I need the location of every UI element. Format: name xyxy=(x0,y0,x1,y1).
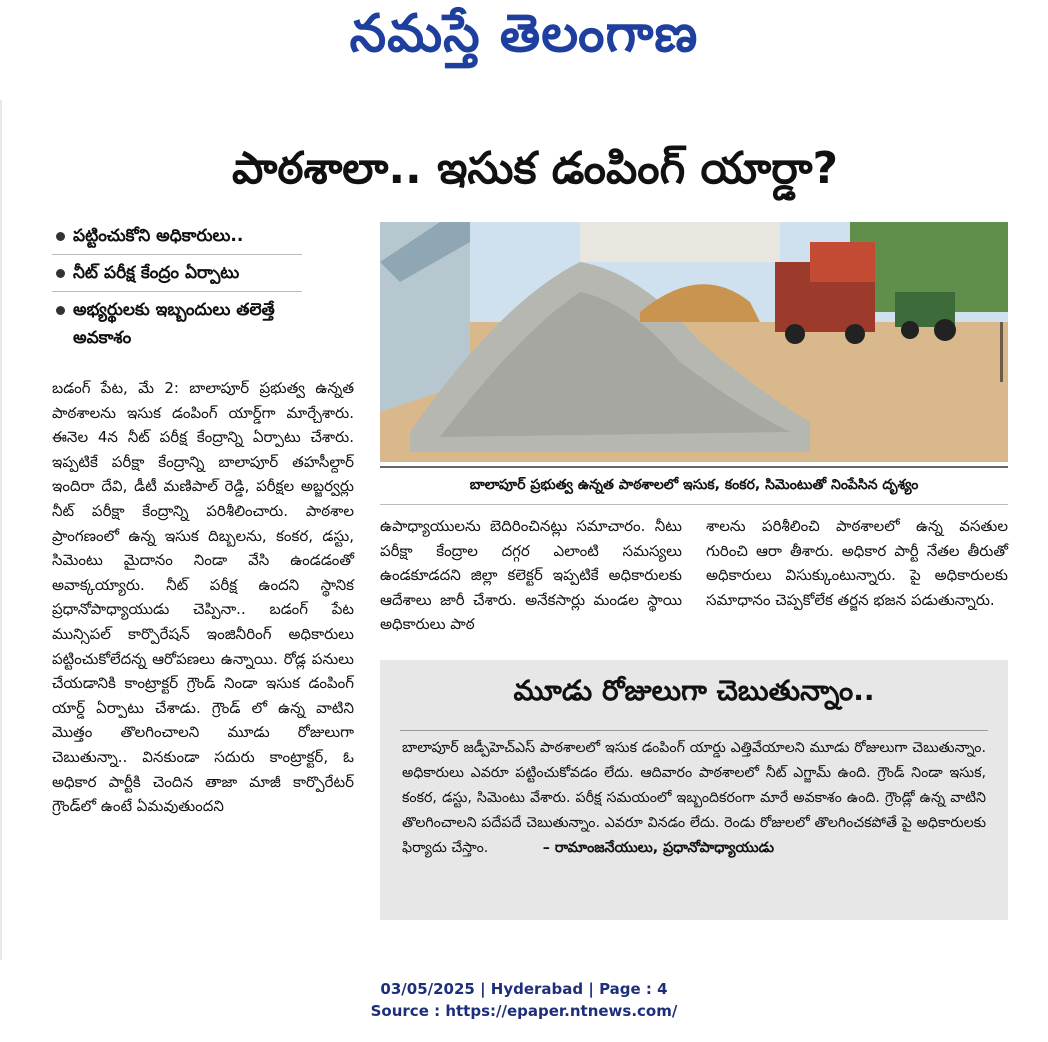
quote-box xyxy=(380,660,1008,920)
sub-headline-2-text: నీట్ పరీక్ష కేంద్రం ఏర్పాటు xyxy=(73,263,240,283)
photo-caption-text: బాలాపూర్ ప్రభుత్వ ఉన్నత పాఠశాలలో ఇసుక, కంకర, సిమెంటుతో నింపేసిన దృశ్యం xyxy=(469,476,919,493)
truck-wheel xyxy=(785,324,805,344)
news-photo xyxy=(380,222,1008,462)
pole xyxy=(1000,322,1003,382)
bullet-icon xyxy=(56,269,65,278)
news-photo-illustration xyxy=(380,222,1008,462)
building xyxy=(580,222,780,262)
masthead-title: నమస్తే తెలంగాణ xyxy=(349,3,699,64)
article-column-1 xyxy=(52,376,354,819)
tractor-wheel xyxy=(901,321,919,339)
sub-headline-2 xyxy=(52,255,302,292)
sub-headline-3-text: అభ్యర్థులకు ఇబ్బందులు తలెత్తే అవకాశం xyxy=(73,300,275,348)
sub-headline-1 xyxy=(52,218,302,255)
quote-box-divider xyxy=(400,730,988,731)
article-column-1-text: బడంగ్ పేట, మే 2: బాలాపూర్ ప్రభుత్వ ఉన్నత పాఠశాలను ఇసుక డంపింగ్ యార్డ్‌గా మార్చేశారు. ఈనెల 4న నీట్ పరీక్ష కేంద్రాన్ని ఏర్పాటు చేశారు. ఇప్పటికే పరీక్షా కేంద్రాన్ని బాలాపూర్ తహసీల్దార్ ఇందిరా దేవి, డీటీ మణిపాల్ రెడ్డి, పరీక్షల అబ్జర్వర్లు నీట్ పరీక్షా కేంద్రాన్ని పరిశీలించారు. పాఠశాల ప్రాంగణంలో ఉన్న ఇసుక దిబ్బలను, కంకర, డస్టు, సిమెంటు మైదానం నిండా వేసి ఉండడంతో అవాక్కయ్యారు. నీట్ పరీక్ష ఉందని స్థానిక ప్రధానోపాధ్యాయుడు చెప్పినా.. బడంగ్ పేట మున్సిపల్ కార్పొరేషన్ ఇంజినీరింగ్ అధికారులు పట్టించుకోలేదన్న ఆరోపణలు ఉన్నాయి. రోడ్ల పనులు చేయడానికి కాంట్రాక్టర్ గ్రౌండ్ నిండా ఇసుక డంపింగ్ యార్డ్ ఏర్పాటు చేశాడు. గ్రౌండ్ లో ఉన్న వాటిని మొత్తం తొలగించాలని మూడు రోజులుగా చెబుతున్నా.. వినకుండా సదురు కాంట్రాక్టర్, ఓ అధికార పార్టీకి చెందిన తాజా మాజీ కార్పొరేటర్ గ్రౌండ్‌లో ఉంటే ఏమవుతుందని xyxy=(52,379,354,816)
bullet-icon xyxy=(56,306,65,315)
bullet-icon xyxy=(56,232,65,241)
article-column-2 xyxy=(380,514,682,637)
article-column-3 xyxy=(706,514,1008,612)
headline xyxy=(60,138,1010,210)
tractor-wheel xyxy=(934,319,956,341)
page-footer xyxy=(0,978,1048,1022)
quote-attribution: – రామాంజనేయులు, ప్రధానోపాధ్యాయుడు xyxy=(542,840,775,856)
quote-box-body xyxy=(402,736,986,861)
quote-box-title: మూడు రోజులుగా చెబుతున్నాం.. xyxy=(513,674,875,707)
footer-edition-info: 03/05/2025 | Hyderabad | Page : 4 xyxy=(380,980,668,998)
truck-wheel xyxy=(845,324,865,344)
left-margin-rule xyxy=(0,100,2,960)
masthead xyxy=(0,0,1048,80)
article-column-2-text: ఉపాధ్యాయులను బెదిరించినట్లు సమాచారం. నీటు పరీక్షా కేంద్రాల దగ్గర ఎలాంటి సమస్యలు ఉండకూడదని జిల్లా కలెక్టర్ ఇప్పటికే అధికారులకు ఆదేశాలు జారీ చేశారు. అనేకసార్లు మండల స్థాయి అధికారులు పాఠ xyxy=(380,517,682,634)
headline-text: పాఠశాలా.. ఇసుక డంపింగ్ యార్డా? xyxy=(231,143,839,194)
sub-headlines xyxy=(52,218,302,356)
sub-headline-3 xyxy=(52,292,302,356)
truck-cabin xyxy=(810,242,875,282)
article-column-3-text: శాలను పరిశీలించి పాఠశాలలో ఉన్న వసతుల గురించి ఆరా తీశారు. అధికార పార్టీ నేతల తీరుతో అధికారులు విసుక్కుంటున్నారు. పై అధికారులకు సమాధానం చెప్పకోలేక తర్జన భజన పడుతున్నారు. xyxy=(706,517,1008,609)
quote-text: బాలాపూర్ జడ్పీహెచ్‌ఎస్ పాఠశాలలో ఇసుక డంపింగ్ యార్డు ఎత్తివేయాలని మూడు రోజులుగా చెబుతున్నాం. అధికారులు ఎవరూ పట్టించుకోవడం లేదు. ఆదివారం పాఠశాలలో నీట్ ఎగ్జామ్ ఉంది. గ్రౌండ్ నిండా ఇసుక, కంకర, డస్టు, సిమెంటు వేశారు. పరీక్ష సమయంలో ఇబ్బందికరంగా మారే అవకాశం ఉంది. గ్రౌండ్లో ఉన్న వాటిని తొలగించాలని పదేపదే చెబుతున్నాం. ఎవరూ వినడం లేదు. రెండు రోజులలో తొలగించకపోతే పై అధికారులకు ఫిర్యాదు చేస్తాం. xyxy=(402,740,986,856)
sub-headline-1-text: పట్టించుకోని అధికారులు.. xyxy=(73,226,244,246)
photo-caption xyxy=(380,466,1008,505)
footer-source: Source : https://epaper.ntnews.com/ xyxy=(370,1002,678,1020)
